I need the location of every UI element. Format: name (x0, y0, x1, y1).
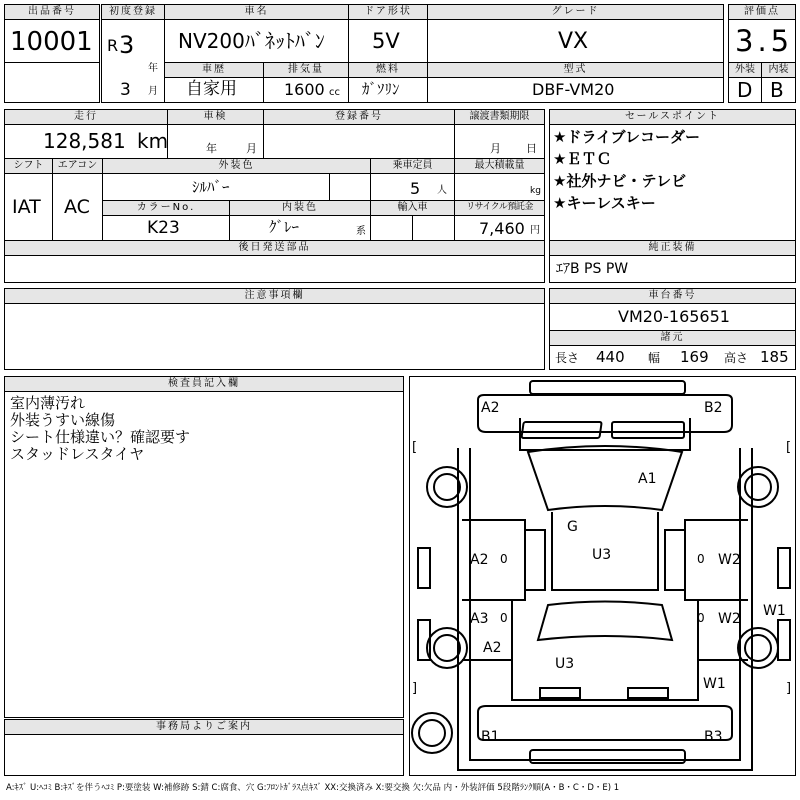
reg-year-unit: 年 (148, 63, 158, 74)
fuel: ｶﾞｿﾘﾝ (362, 80, 400, 98)
mark-zero-right-1: 0 (697, 552, 705, 566)
interior-label: 内装 (761, 62, 796, 78)
mark-a2-top: A2 (481, 400, 500, 416)
recycle-unit: 円 (530, 225, 540, 236)
model-label: 型式 (427, 62, 724, 78)
color-no: K23 (147, 218, 180, 238)
score: 3.5 (735, 24, 794, 58)
shift-label: シフト (4, 158, 53, 174)
int-color-label: 内装色 (229, 200, 371, 216)
max-load-label: 最大積載量 (454, 158, 545, 174)
inspector-line-4: スタッドレスタイヤ (10, 445, 145, 463)
door-label: ドア形状 (348, 4, 428, 20)
car-name-label: 車名 (164, 4, 349, 20)
lot-number-label: 出品番号 (4, 4, 100, 20)
chassis-label: 車台番号 (549, 288, 796, 304)
mark-zero-left-2: 0 (500, 611, 508, 625)
color-no-label: カラーNo. (102, 200, 230, 216)
later-parts-label: 後日発送部品 (4, 240, 545, 256)
mark-a2-left: A2 (470, 552, 489, 568)
interior-score: B (770, 78, 784, 102)
bracket-left-close: ] (412, 681, 418, 696)
ac-label: エアコン (52, 158, 103, 174)
mark-w2-right-2: W2 (718, 611, 741, 627)
lot-number: 10001 (10, 27, 93, 57)
history: 自家用 (186, 79, 237, 99)
mark-a2-lower: A2 (483, 640, 502, 656)
inspector-line-1: 室内薄汚れ (10, 394, 86, 412)
mark-zero-left-1: 0 (500, 552, 508, 566)
mark-zero-right-2: 0 (697, 611, 705, 625)
damage-legend: A:ｷｽﾞ U:ﾍｺﾐ B:ｷｽﾞを伴うﾍｺﾐ P:要塗装 W:補修跡 S:錆 C:腐食、穴 G:ﾌﾛﾝﾄｶﾞﾗｽ点ｷｽﾞ XX:交換済み X:要交換 欠:欠品 内・外装評価 5段階ﾗﾝｸ順(A・B・C・D・E) 1 (6, 783, 620, 793)
capacity: 5 (410, 179, 421, 198)
mark-w2-right-1: W2 (718, 552, 741, 568)
width-label: 幅 (648, 351, 661, 365)
reg-number-label: 登録番号 (263, 109, 455, 125)
length: 440 (596, 348, 625, 366)
car-name: NV200ﾊﾞﾈｯﾄﾊﾞﾝ (178, 29, 325, 53)
equipment-label: 純正装備 (549, 240, 796, 256)
inspector-line-2: 外装うすい線傷 (10, 411, 116, 429)
capacity-label: 乗車定員 (370, 158, 455, 174)
max-load-unit: kg (530, 186, 541, 196)
first-reg-label: 初度登録 (101, 4, 165, 20)
era-label: R (107, 36, 119, 55)
history-label: 車歴 (164, 62, 264, 78)
int-color-unit: 系 (356, 226, 366, 237)
sales-point-3: ★社外ナビ・テレビ (553, 172, 687, 190)
grade-label: グレード (427, 4, 724, 20)
mark-a1: A1 (638, 471, 657, 487)
inspector-label: 検査員記入欄 (4, 376, 404, 392)
inspection-year: 年 (206, 142, 217, 155)
bracket-right-close: ] (786, 681, 792, 696)
reg-month-unit: 月 (148, 86, 158, 97)
ac: AC (64, 196, 90, 218)
reg-month: 3 (120, 80, 131, 100)
height-label: 高さ (724, 351, 749, 365)
exterior-label: 外装 (728, 62, 762, 78)
width: 169 (680, 348, 709, 366)
mileage: 128,581 (43, 129, 126, 153)
grade: VX (558, 29, 589, 54)
fuel-label: 燃料 (348, 62, 428, 78)
transfer-day: 日 (526, 142, 537, 155)
shift: IAT (12, 196, 41, 218)
equipment: ｴｱB PS PW (556, 261, 629, 277)
mark-b3: B3 (704, 729, 723, 745)
displacement-label: 排気量 (263, 62, 349, 78)
inspection-label: 車検 (167, 109, 264, 125)
recycle-label: リサイクル預託金 (454, 200, 545, 216)
chassis-number: VM20-165651 (618, 307, 730, 326)
inspection-month: 月 (246, 142, 257, 155)
model: DBF-VM20 (532, 80, 615, 99)
inspector-line-3: シート仕様違い？確認要す (10, 428, 191, 446)
caution-label: 注意事項欄 (4, 288, 545, 304)
exterior-score: D (737, 78, 753, 102)
mark-u3-rear: U3 (555, 656, 575, 672)
height: 185 (760, 348, 789, 366)
sales-point-4: ★キーレスキー (553, 194, 656, 212)
mark-u3-mid: U3 (592, 547, 612, 563)
int-color: ｸﾞﾚｰ (269, 218, 300, 236)
mark-a3-left: A3 (470, 611, 489, 627)
mark-b1: B1 (481, 729, 500, 745)
mileage-unit: km (137, 129, 169, 153)
mark-g: G (567, 519, 578, 535)
reg-year: 3 (119, 31, 135, 59)
mileage-label: 走行 (4, 109, 168, 125)
mark-w1-rear: W1 (703, 676, 726, 692)
mark-w1-right-side: W1 (763, 603, 786, 619)
displacement-unit: cc (329, 87, 340, 98)
office-label: 事務局よりご案内 (4, 719, 404, 735)
capacity-unit: 人 (437, 185, 447, 196)
displacement: 1600 (284, 80, 325, 99)
sales-point-2: ★ＥＴＣ (553, 150, 612, 168)
import-label: 輸入車 (370, 200, 455, 216)
dims-label: 諸元 (549, 330, 796, 346)
mark-b2-top: B2 (704, 400, 723, 416)
ext-color-label: 外装色 (102, 158, 371, 174)
score-label: 評価点 (728, 4, 796, 20)
transfer-label: 譲渡書類期限 (454, 109, 545, 125)
recycle: 7,460 (479, 219, 525, 238)
length-label: 長さ (555, 351, 580, 365)
bracket-right-open: [ (786, 440, 792, 455)
ext-color: ｼﾙﾊﾞｰ (192, 178, 230, 196)
bracket-left-open: [ (412, 440, 418, 455)
sales-label: セールスポイント (549, 109, 796, 125)
door-type: 5V (372, 29, 400, 53)
transfer-month: 月 (490, 142, 501, 155)
sales-point-1: ★ドライブレコーダー (553, 128, 700, 146)
